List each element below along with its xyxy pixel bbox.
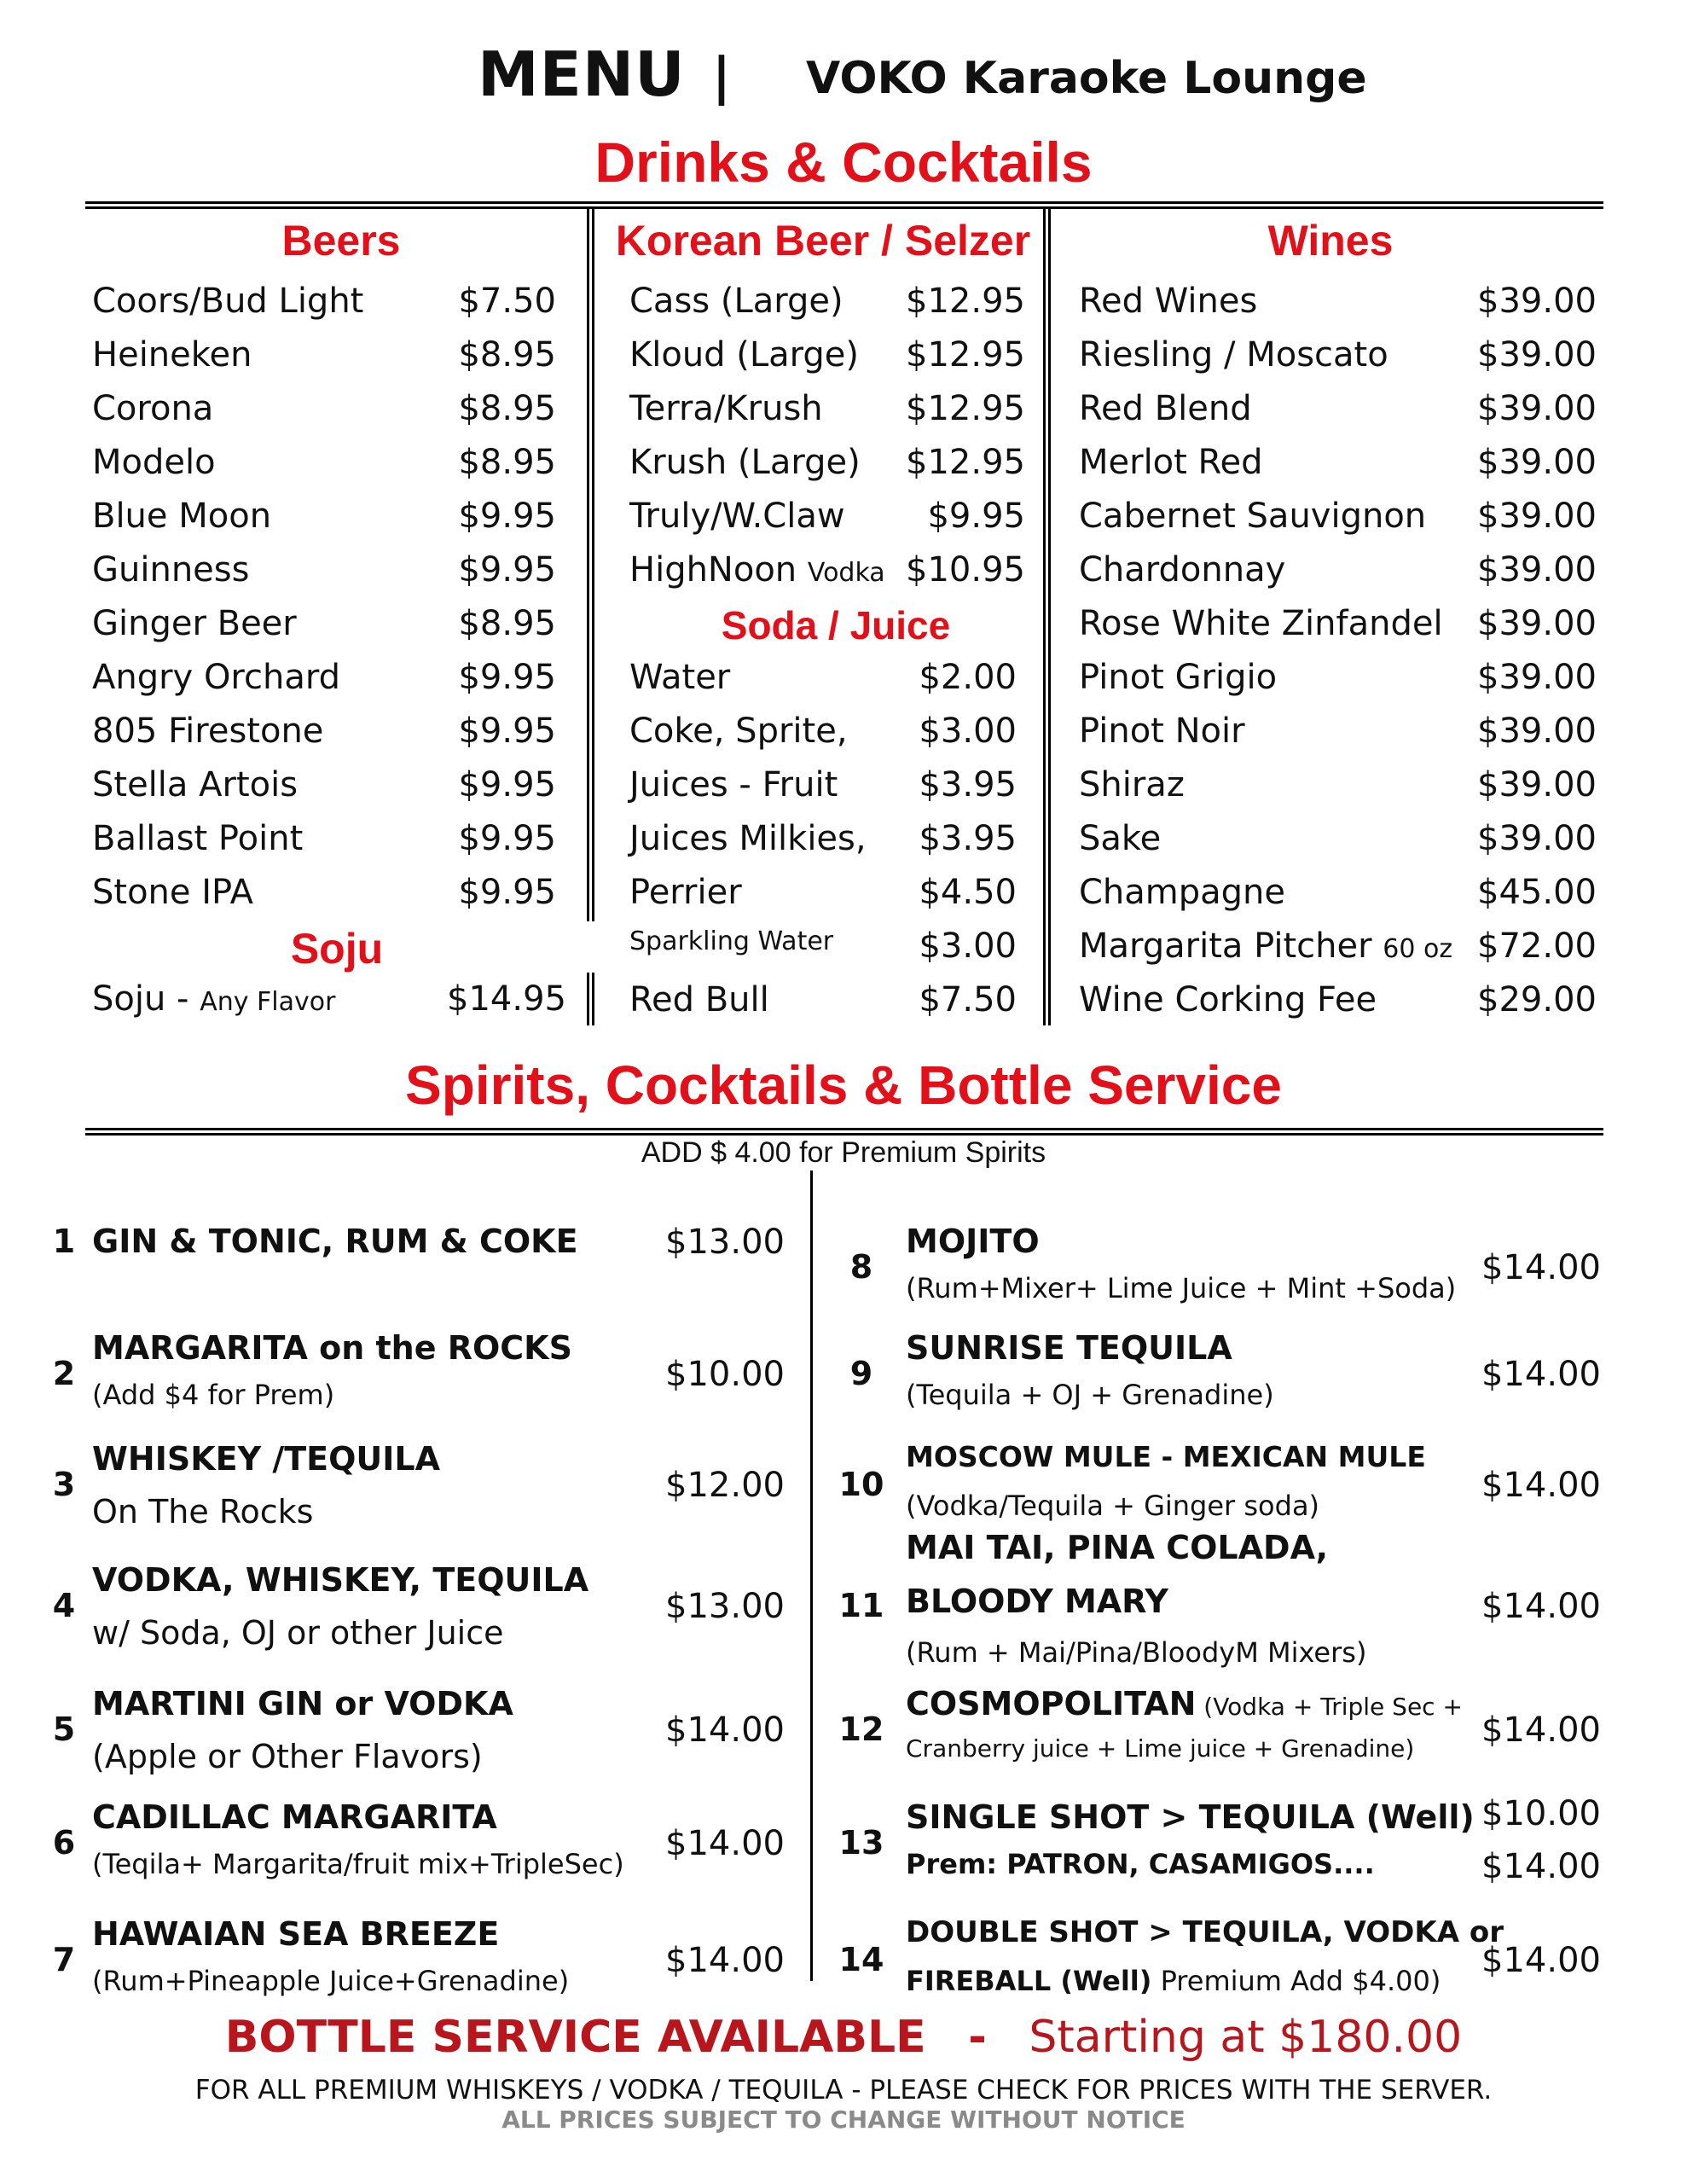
footer-note: FOR ALL PREMIUM WHISKEYS / VODKA / TEQUILA - PLEASE CHECK FOR PRICES WITH THE SERVER. xyxy=(194,2075,1493,2106)
cocktail-number: 13 xyxy=(838,1824,884,1862)
soda-item-price: $3.00 xyxy=(919,926,1017,966)
beer-name: 805 Firestone xyxy=(92,712,324,751)
cocktail-name: GIN & TONIC, RUM & COKE xyxy=(92,1223,578,1260)
korean-item-price: $12.95 xyxy=(906,443,1025,482)
cocktail-number: 7 xyxy=(52,1941,76,1978)
cocktail-price: $14.00 xyxy=(665,1941,785,1980)
korean-item-price: $12.95 xyxy=(906,389,1025,428)
cocktail-price: $14.00 xyxy=(1481,1941,1601,1980)
cocktail-desc-text: Premium Add $4.00) xyxy=(1151,1965,1441,1997)
wine-item-price: $39.00 xyxy=(1477,389,1597,428)
cocktail-name: DOUBLE SHOT > TEQUILA, VODKA or xyxy=(906,1915,1504,1949)
footer-change-note: ALL PRICES SUBJECT TO CHANGE WITHOUT NOTICE xyxy=(501,2106,1186,2134)
korean-item-name xyxy=(629,389,823,428)
cocktail-name-note: (Vodka + Triple Sec + xyxy=(1196,1693,1463,1721)
korean-name-note: Vodka xyxy=(807,558,885,588)
beer-name: Coors/Bud Light xyxy=(92,282,364,321)
soda-name: Juices - Fruit xyxy=(629,765,838,804)
soda-heading: Soda / Juice xyxy=(721,603,951,648)
beer-item-price: $8.95 xyxy=(458,443,556,482)
beer-item-price: $7.50 xyxy=(458,282,556,321)
cocktail-price: $13.00 xyxy=(665,1223,785,1262)
cocktail-name: MOJITO xyxy=(906,1223,1040,1260)
cocktail-desc: (Vodka/Tequila + Ginger soda) xyxy=(906,1490,1320,1522)
beer-name: Guinness xyxy=(92,550,250,590)
beer-name: Modelo xyxy=(92,443,216,482)
spirits-title: Spirits, Cocktails & Bottle Service xyxy=(405,1054,1282,1116)
soda-item-name xyxy=(629,712,848,751)
korean-item-price: $12.95 xyxy=(906,335,1025,375)
beer-name: Angry Orchard xyxy=(92,658,340,697)
cocktail-price: $14.00 xyxy=(1481,1466,1601,1505)
soda-item-name xyxy=(629,765,838,804)
wine-name: Red Wines xyxy=(1079,282,1258,321)
cocktail-desc: w/ Soda, OJ or other Juice xyxy=(92,1614,504,1652)
cocktail-desc: On The Rocks xyxy=(92,1493,314,1531)
cocktail-number: 14 xyxy=(838,1941,884,1978)
wine-item-name xyxy=(1079,712,1245,751)
bottle-service-dash: - xyxy=(968,2012,987,2063)
cocktail-price-premium: $14.00 xyxy=(1481,1847,1601,1886)
cocktail-desc: (Rum + Mai/Pina/BloodyM Mixers) xyxy=(906,1636,1367,1669)
cocktail-name: MOSCOW MULE - MEXICAN MULE xyxy=(906,1440,1426,1473)
cocktail-desc: (Rum+Mixer+ Lime Juice + Mint +Soda) xyxy=(906,1272,1457,1304)
korean-name: Truly/W.Claw xyxy=(629,497,845,536)
wine-name: Rose White Zinfandel xyxy=(1079,604,1443,643)
cocktail-price: $10.00 xyxy=(665,1355,785,1394)
wine-name: Pinot Grigio xyxy=(1079,658,1278,697)
menu-label: MENU xyxy=(478,38,686,110)
wine-name-note: 60 oz xyxy=(1383,934,1453,964)
wine-item-price: $39.00 xyxy=(1477,658,1597,697)
cocktail-price: $14.00 xyxy=(665,1711,785,1750)
korean-item-name xyxy=(629,497,845,536)
wine-item-name xyxy=(1079,765,1185,804)
wine-item-name xyxy=(1079,658,1277,697)
korean-item-price: $12.95 xyxy=(906,282,1025,321)
soda-name: Sparkling Water xyxy=(629,926,834,956)
divider-top xyxy=(85,201,1603,209)
cocktail-desc xyxy=(906,1965,1441,1997)
beer-item-name xyxy=(92,335,252,375)
wine-item-price: $39.00 xyxy=(1477,335,1597,375)
soda-item-name xyxy=(629,819,867,858)
cocktail-name: MAI TAI, PINA COLADA, xyxy=(906,1529,1329,1566)
beer-item-name xyxy=(92,389,213,428)
cocktail-number: 12 xyxy=(838,1711,884,1748)
wine-name: Champagne xyxy=(1079,873,1286,912)
wine-item-name xyxy=(1079,282,1257,321)
wine-name: Sake xyxy=(1079,819,1162,858)
beer-name: Ballast Point xyxy=(92,819,304,858)
soda-name: Water xyxy=(629,658,731,697)
cocktail-name: MARTINI GIN or VODKA xyxy=(92,1685,513,1722)
cocktail-desc: (Tequila + OJ + Grenadine) xyxy=(906,1379,1274,1411)
wine-item-price: $39.00 xyxy=(1477,443,1597,482)
beer-item-price: $9.95 xyxy=(458,712,556,751)
korean-heading: Korean Beer / Selzer xyxy=(615,217,1031,264)
wine-name: Wine Corking Fee xyxy=(1079,980,1377,1019)
cocktail-number: 11 xyxy=(838,1587,884,1624)
beer-name: Heineken xyxy=(92,335,252,375)
soda-name: Perrier xyxy=(629,873,742,912)
wines-heading: Wines xyxy=(1267,217,1394,264)
beer-item-name xyxy=(92,658,340,697)
wine-item-name xyxy=(1079,335,1388,375)
soda-name: Red Bull xyxy=(629,980,769,1019)
bottle-service xyxy=(0,2012,1687,2063)
soda-item-price: $3.95 xyxy=(919,765,1017,804)
soju-price: $14.95 xyxy=(447,979,566,1019)
korean-item-name xyxy=(629,550,885,590)
beer-item-price: $9.95 xyxy=(458,658,556,697)
soju-heading: Soju xyxy=(290,925,384,973)
wine-item-price: $39.00 xyxy=(1477,497,1597,536)
beer-item-name xyxy=(92,873,253,912)
bottle-service-label: BOTTLE SERVICE AVAILABLE xyxy=(224,2012,926,2063)
beer-item-price: $9.95 xyxy=(458,497,556,536)
wine-item-price: $39.00 xyxy=(1477,712,1597,751)
cocktail-name: VODKA, WHISKEY, TEQUILA xyxy=(92,1561,589,1599)
cocktail-number: 9 xyxy=(849,1355,873,1392)
wine-item-price: $72.00 xyxy=(1477,926,1597,966)
soda-item-name xyxy=(629,658,730,697)
cocktail-number: 2 xyxy=(52,1355,76,1392)
cocktail-desc-bold: FIREBALL (Well) xyxy=(906,1965,1152,1997)
wine-item-price: $39.00 xyxy=(1477,550,1597,590)
wine-item-price: $29.00 xyxy=(1477,980,1597,1019)
wine-name: Chardonnay xyxy=(1079,550,1286,590)
soda-item-price: $4.50 xyxy=(919,873,1017,912)
korean-name: Cass (Large) xyxy=(629,282,844,321)
cocktail-price: $14.00 xyxy=(1481,1355,1601,1394)
drinks-title: Drinks & Cocktails xyxy=(594,131,1093,194)
beer-item-name xyxy=(92,497,271,536)
wine-item-price: $45.00 xyxy=(1477,873,1597,912)
korean-item-price: $9.95 xyxy=(927,497,1025,536)
wine-name: Merlot Red xyxy=(1079,443,1263,482)
soju-item xyxy=(92,979,335,1019)
korean-item-name xyxy=(629,335,859,375)
soda-name: Juices Milkies, xyxy=(629,819,867,858)
cocktail-number: 8 xyxy=(849,1248,873,1286)
wine-item-name xyxy=(1079,926,1452,966)
beer-item-name xyxy=(92,550,249,590)
wine-name: Cabernet Sauvignon xyxy=(1079,497,1427,536)
cocktail-number: 4 xyxy=(52,1587,76,1624)
beer-item-price: $9.95 xyxy=(458,819,556,858)
cocktail-price: $12.00 xyxy=(665,1466,785,1505)
beer-item-name xyxy=(92,282,363,321)
beer-item-price: $9.95 xyxy=(458,550,556,590)
cocktail-desc: (Teqila+ Margarita/fruit mix+TripleSec) xyxy=(92,1848,624,1880)
wine-name: Pinot Noir xyxy=(1079,712,1245,751)
cocktail-divider xyxy=(810,1170,813,1981)
beer-item-name xyxy=(92,443,216,482)
soju-name: Soju - xyxy=(92,979,200,1019)
beer-name: Blue Moon xyxy=(92,497,272,536)
wine-item-price: $39.00 xyxy=(1477,282,1597,321)
soda-item-price: $7.50 xyxy=(919,980,1017,1019)
wine-item-price: $39.00 xyxy=(1477,765,1597,804)
wine-item-name xyxy=(1079,443,1263,482)
beer-name: Stella Artois xyxy=(92,765,299,804)
col-divider-2 xyxy=(1043,206,1051,1025)
cocktail-name xyxy=(906,1685,1463,1722)
cocktail-price: $14.00 xyxy=(1481,1248,1601,1287)
beer-item-name xyxy=(92,604,297,643)
header-separator: | xyxy=(712,47,731,107)
beer-name: Stone IPA xyxy=(92,873,253,912)
wine-item-name xyxy=(1079,980,1377,1019)
col-divider-1a xyxy=(587,206,594,275)
wine-name: Margarita Pitcher xyxy=(1079,926,1383,966)
soda-name: Coke, Sprite, xyxy=(629,712,848,751)
beer-item-price: $8.95 xyxy=(458,389,556,428)
beer-item-price: $9.95 xyxy=(458,765,556,804)
col-divider-1b xyxy=(587,275,594,921)
bottle-service-price: Starting at $180.00 xyxy=(1029,2012,1463,2063)
wine-item-name xyxy=(1079,604,1443,643)
divider-spirits xyxy=(85,1128,1603,1136)
wine-item-name xyxy=(1079,497,1426,536)
cocktail-price: $10.00 xyxy=(1481,1794,1601,1833)
korean-item-name xyxy=(629,282,844,321)
korean-name: Krush (Large) xyxy=(629,443,861,482)
cocktail-desc: (Apple or Other Flavors) xyxy=(92,1738,483,1775)
cocktail-number: 6 xyxy=(52,1824,76,1862)
soda-item-name xyxy=(629,980,769,1019)
beer-item-price: $8.95 xyxy=(458,335,556,375)
soda-item-price: $3.95 xyxy=(919,819,1017,858)
beer-item-price: $8.95 xyxy=(458,604,556,643)
beer-name: Ginger Beer xyxy=(92,604,297,643)
venue-name: VOKO Karaoke Lounge xyxy=(806,53,1367,104)
cocktail-number: 5 xyxy=(52,1711,76,1748)
beer-item-name xyxy=(92,765,298,804)
cocktail-number: 3 xyxy=(52,1466,76,1503)
cocktail-desc: Cranberry juice + Lime juice + Grenadine) xyxy=(906,1734,1415,1763)
soda-item-price: $3.00 xyxy=(919,712,1017,751)
beer-item-price: $9.95 xyxy=(458,873,556,912)
soju-flavor: Any Flavor xyxy=(200,987,336,1017)
cocktail-desc: Prem: PATRON, CASAMIGOS.... xyxy=(906,1848,1375,1880)
korean-name: Terra/Krush xyxy=(629,389,823,428)
cocktail-price: $13.00 xyxy=(665,1587,785,1626)
cocktail-price: $14.00 xyxy=(1481,1587,1601,1626)
wine-item-name xyxy=(1079,550,1285,590)
cocktail-name: MARGARITA on the ROCKS xyxy=(92,1329,572,1367)
cocktail-name: HAWAIAN SEA BREEZE xyxy=(92,1915,500,1953)
cocktail-name-line2: BLOODY MARY xyxy=(906,1583,1168,1620)
cocktail-name-text: COSMOPOLITAN xyxy=(906,1685,1197,1722)
soda-item-name xyxy=(629,926,833,956)
korean-name: HighNoon xyxy=(629,550,808,590)
cocktail-name: SINGLE SHOT > TEQUILA (Well) xyxy=(906,1798,1475,1836)
wine-item-name xyxy=(1079,819,1161,858)
korean-item-price: $10.95 xyxy=(906,550,1025,590)
cocktail-desc: (Add $4 for Prem) xyxy=(92,1379,335,1411)
beers-heading: Beers xyxy=(281,217,401,264)
beer-item-name xyxy=(92,712,323,751)
wine-item-name xyxy=(1079,873,1285,912)
cocktail-name: CADILLAC MARGARITA xyxy=(92,1798,497,1836)
cocktail-name: WHISKEY /TEQUILA xyxy=(92,1440,441,1478)
wine-name: Shiraz xyxy=(1079,765,1185,804)
wine-name: Red Blend xyxy=(1079,389,1252,428)
cocktail-desc: (Rum+Pineapple Juice+Grenadine) xyxy=(92,1965,570,1997)
col-divider-1c xyxy=(587,973,594,1025)
cocktail-name: SUNRISE TEQUILA xyxy=(906,1329,1232,1367)
premium-note: ADD $ 4.00 for Premium Spirits xyxy=(641,1136,1046,1169)
cocktail-number: 10 xyxy=(838,1466,884,1503)
korean-item-name xyxy=(629,443,861,482)
beer-name: Corona xyxy=(92,389,214,428)
beer-item-name xyxy=(92,819,303,858)
wine-item-name xyxy=(1079,389,1252,428)
soda-item-name xyxy=(629,873,742,912)
cocktail-price: $14.00 xyxy=(1481,1711,1601,1750)
cocktail-number: 1 xyxy=(52,1223,76,1260)
korean-name: Kloud (Large) xyxy=(629,335,860,375)
soda-item-price: $2.00 xyxy=(919,658,1017,697)
wine-item-price: $39.00 xyxy=(1477,819,1597,858)
wine-name: Riesling / Moscato xyxy=(1079,335,1388,375)
wine-item-price: $39.00 xyxy=(1477,604,1597,643)
cocktail-price: $14.00 xyxy=(665,1824,785,1863)
